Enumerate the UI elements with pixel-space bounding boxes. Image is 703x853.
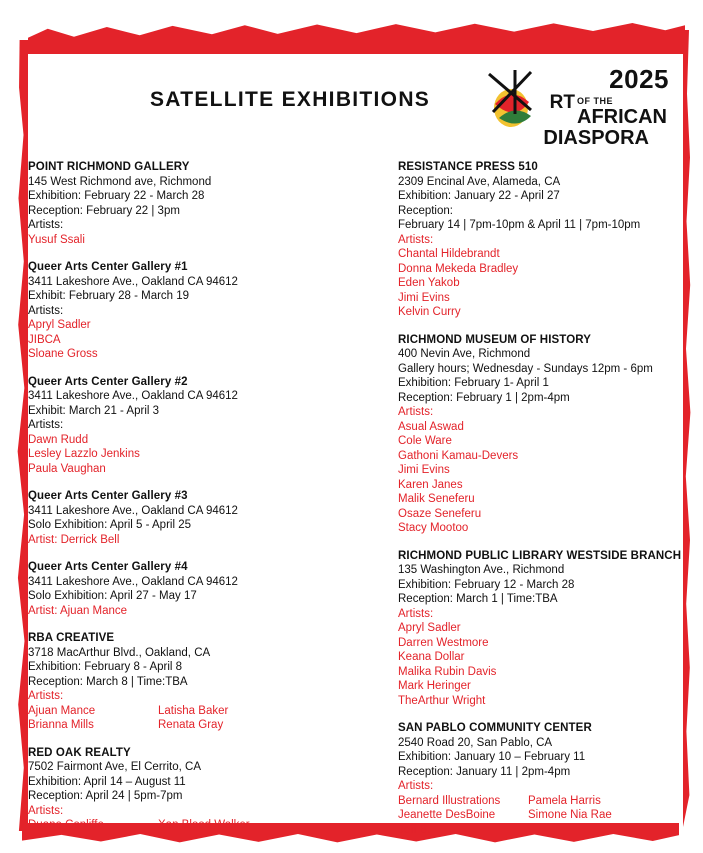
logo-year: 2025 [609, 64, 669, 94]
artists-label: Artists: [28, 304, 64, 317]
venue-name: RED OAK REALTY [28, 746, 131, 759]
venue-block [28, 260, 328, 362]
artist-name: Renata Gray [158, 719, 224, 731]
artists-label: Artists: [398, 233, 434, 246]
artist-name: Malik Seneferu [398, 493, 475, 505]
venue-name: POINT RICHMOND GALLERY [28, 161, 190, 173]
venue-block [28, 375, 328, 477]
venue-detail-line: 145 West Richmond ave, Richmond [28, 175, 212, 188]
artist-name: Chantal Hildebrandt [398, 248, 500, 260]
artist-name-columns [28, 818, 328, 833]
artist-name-column-2 [158, 704, 278, 733]
artist-name: Lesley Lazzlo Jenkins [28, 448, 140, 460]
venue-block [28, 631, 328, 733]
artist-name: Yusuf Ssali [28, 233, 85, 246]
artists-label: Artists: [28, 690, 64, 702]
artists-label: Artists: [398, 607, 434, 620]
artist-name: JIBCA [28, 333, 61, 346]
artist-name: Malika Rubin Davis [398, 665, 497, 678]
artist-name-columns [398, 794, 688, 838]
venue-name: RBA CREATIVE [28, 632, 115, 644]
artist-name: Keana Dollar [398, 651, 465, 663]
artists-label: Artist: Ajuan Mance [28, 604, 128, 617]
venue-detail-line: Solo Exhibition: April 27 - May 17 [28, 590, 197, 602]
artist-name: Jimi Evins [398, 291, 450, 304]
venue-detail-line: Exhibition: April 14 – August 11 [28, 775, 186, 788]
header [0, 62, 703, 148]
logo-african-text: AFRICAN [577, 106, 667, 128]
artist-name: Osaze Seneferu [398, 507, 482, 520]
left-column [28, 160, 328, 846]
venue-detail-line: Exhibition: February 8 - April 8 [28, 661, 183, 673]
artist-name: Stacy Mootoo [398, 522, 469, 534]
venue-detail-line: 3411 Lakeshore Ave., Oakland CA 94612 [28, 504, 238, 517]
venue-name: Queer Arts Center Gallery #2 [28, 375, 188, 388]
artists-label: Artists: [28, 804, 64, 817]
artist-name: Apryl Sadler [28, 319, 91, 331]
venue-detail-line: Reception: April 24 | 5pm-7pm [28, 790, 183, 802]
venue-block [398, 333, 688, 536]
venue-name: SAN PABLO COMMUNITY CENTER [398, 722, 592, 734]
venue-detail-line: 2309 Encinal Ave, Alameda, CA [398, 175, 561, 188]
artist-name: Jeff B. [398, 823, 431, 836]
venue-detail-line: Exhibit: February 28 - March 19 [28, 290, 190, 302]
venue-block [28, 746, 328, 833]
venue-detail-line: 135 Washington Ave., Richmond [398, 564, 565, 576]
venue-detail-line: Solo Exhibition: April 5 - April 25 [28, 519, 192, 531]
venue-block [28, 560, 328, 618]
artist-name: Eden Yakob [398, 277, 460, 289]
venue-name: Queer Arts Center Gallery #3 [28, 490, 188, 502]
artist-name: TheArthur Wright [398, 694, 486, 707]
artist-name: Simone Nia Rae [528, 809, 612, 821]
artists-label: Artists: [28, 219, 64, 231]
venue-detail-line: Exhibition: January 10 – February 11 [398, 751, 586, 763]
logo-of-the-text: OF THE [577, 96, 613, 106]
venue-name: RESISTANCE PRESS 510 [398, 161, 538, 173]
artists-label: Artist: Derrick Bell [28, 533, 120, 546]
artist-name: Asual Aswad [398, 420, 464, 433]
venue-detail-line: Reception: March 1 | Time:TBA [398, 593, 558, 605]
artist-name: Jimi Evins [398, 464, 450, 476]
venue-name: RICHMOND MUSEUM OF HISTORY [398, 333, 591, 346]
venue-block [28, 489, 328, 547]
artist-name: Brianna Mills [28, 719, 94, 731]
artist-name-columns [28, 704, 328, 733]
venue-listings [28, 160, 682, 836]
venue-detail-line: 3411 Lakeshore Ave., Oakland CA 94612 [28, 275, 238, 288]
top-brush-border [28, 18, 685, 54]
venue-detail-line: Exhibition: February 1- April 1 [398, 377, 549, 389]
artist-name-column-1 [28, 704, 158, 733]
venue-detail-line: Reception: March 8 | Time:TBA [28, 675, 188, 688]
artist-name: Apryl Sadler [398, 622, 461, 634]
logo-diaspora-text: DIASPORA [543, 127, 649, 149]
venue-detail-line: Exhibition: January 22 - April 27 [398, 190, 560, 202]
artist-name: Gathoni Kamau-Devers [398, 449, 519, 462]
venue-detail-line: Reception: February 22 | 3pm [28, 204, 180, 217]
artist-name-column-1 [398, 794, 528, 838]
artist-name: Bernard Illustrations [398, 794, 501, 807]
logo-art-text: RT [549, 92, 575, 113]
venue-detail-line: Reception: January 11 | 2pm-4pm [398, 765, 571, 778]
page-title: SATELLITE EXHIBITIONS [150, 88, 431, 111]
venue-name: Queer Arts Center Gallery #1 [28, 261, 188, 273]
logo [481, 62, 671, 152]
venue-detail-line: Exhibition: February 22 - March 28 [28, 190, 205, 202]
artist-name-column-1 [28, 818, 158, 833]
venue-detail-line: 400 Nevin Ave, Richmond [398, 348, 531, 360]
venue-detail-line: Exhibition: February 12 - March 28 [398, 578, 575, 591]
venue-block [398, 721, 688, 837]
artist-name: Pamela Harris [528, 794, 601, 807]
artist-name: Dawn Rudd [28, 433, 89, 446]
venue-name: Queer Arts Center Gallery #4 [28, 561, 188, 573]
artist-name: Darren Westmore [398, 636, 489, 649]
artist-name: Latisha Baker [158, 704, 229, 717]
venue-detail-line: Reception: [398, 204, 453, 217]
venue-name: RICHMOND PUBLIC LIBRARY WESTSIDE BRANCH [398, 549, 682, 562]
artist-name-column-2 [158, 818, 278, 833]
venue-block [28, 160, 328, 247]
artists-label: Artists: [28, 419, 64, 431]
artist-name: Mark Heringer [398, 680, 471, 692]
artist-name: Karen Janes [398, 478, 463, 491]
venue-detail-line: February 14 | 7pm-10pm & April 11 | 7pm-10pm [398, 219, 641, 231]
artist-name: Sloane Gross [28, 348, 98, 360]
venue-detail-line: 3411 Lakeshore Ave., Oakland CA 94612 [28, 575, 238, 588]
art-of-the-african-diaspora-logo-icon [485, 68, 551, 130]
venue-detail-line: Exhibit: March 21 - April 3 [28, 404, 160, 417]
left-brush-border [14, 40, 28, 831]
artist-name-column-2 [528, 794, 648, 838]
venue-block [398, 549, 688, 709]
artist-name: Cole Ware [398, 435, 452, 447]
venue-detail-line: 3718 MacArthur Blvd., Oakland, CA [28, 646, 211, 659]
artist-name: Duane Conliffe [28, 819, 104, 831]
artists-label: Artists: [398, 406, 434, 418]
venue-detail-line: Gallery hours; Wednesday - Sundays 12pm - 6pm [398, 362, 653, 375]
artist-name: Kelvin Curry [398, 306, 461, 318]
venue-detail-line: 2540 Road 20, San Pablo, CA [398, 736, 553, 749]
artist-name: Jeanette DesBoine [398, 809, 496, 821]
artist-name: Xan Blood Walker [158, 819, 250, 831]
artists-label: Artists: [398, 780, 434, 792]
venue-block [398, 160, 688, 320]
venue-detail-line: Reception: February 1 | 2pm-4pm [398, 391, 570, 404]
venue-detail-line: 3411 Lakeshore Ave., Oakland CA 94612 [28, 390, 238, 402]
right-column [398, 160, 688, 850]
venue-detail-line: 7502 Fairmont Ave, El Cerrito, CA [28, 761, 201, 773]
artist-name: Ajuan Mance [28, 704, 96, 717]
artist-name: Donna Mekeda Bradley [398, 262, 519, 275]
artist-name: Paula Vaughan [28, 462, 106, 475]
